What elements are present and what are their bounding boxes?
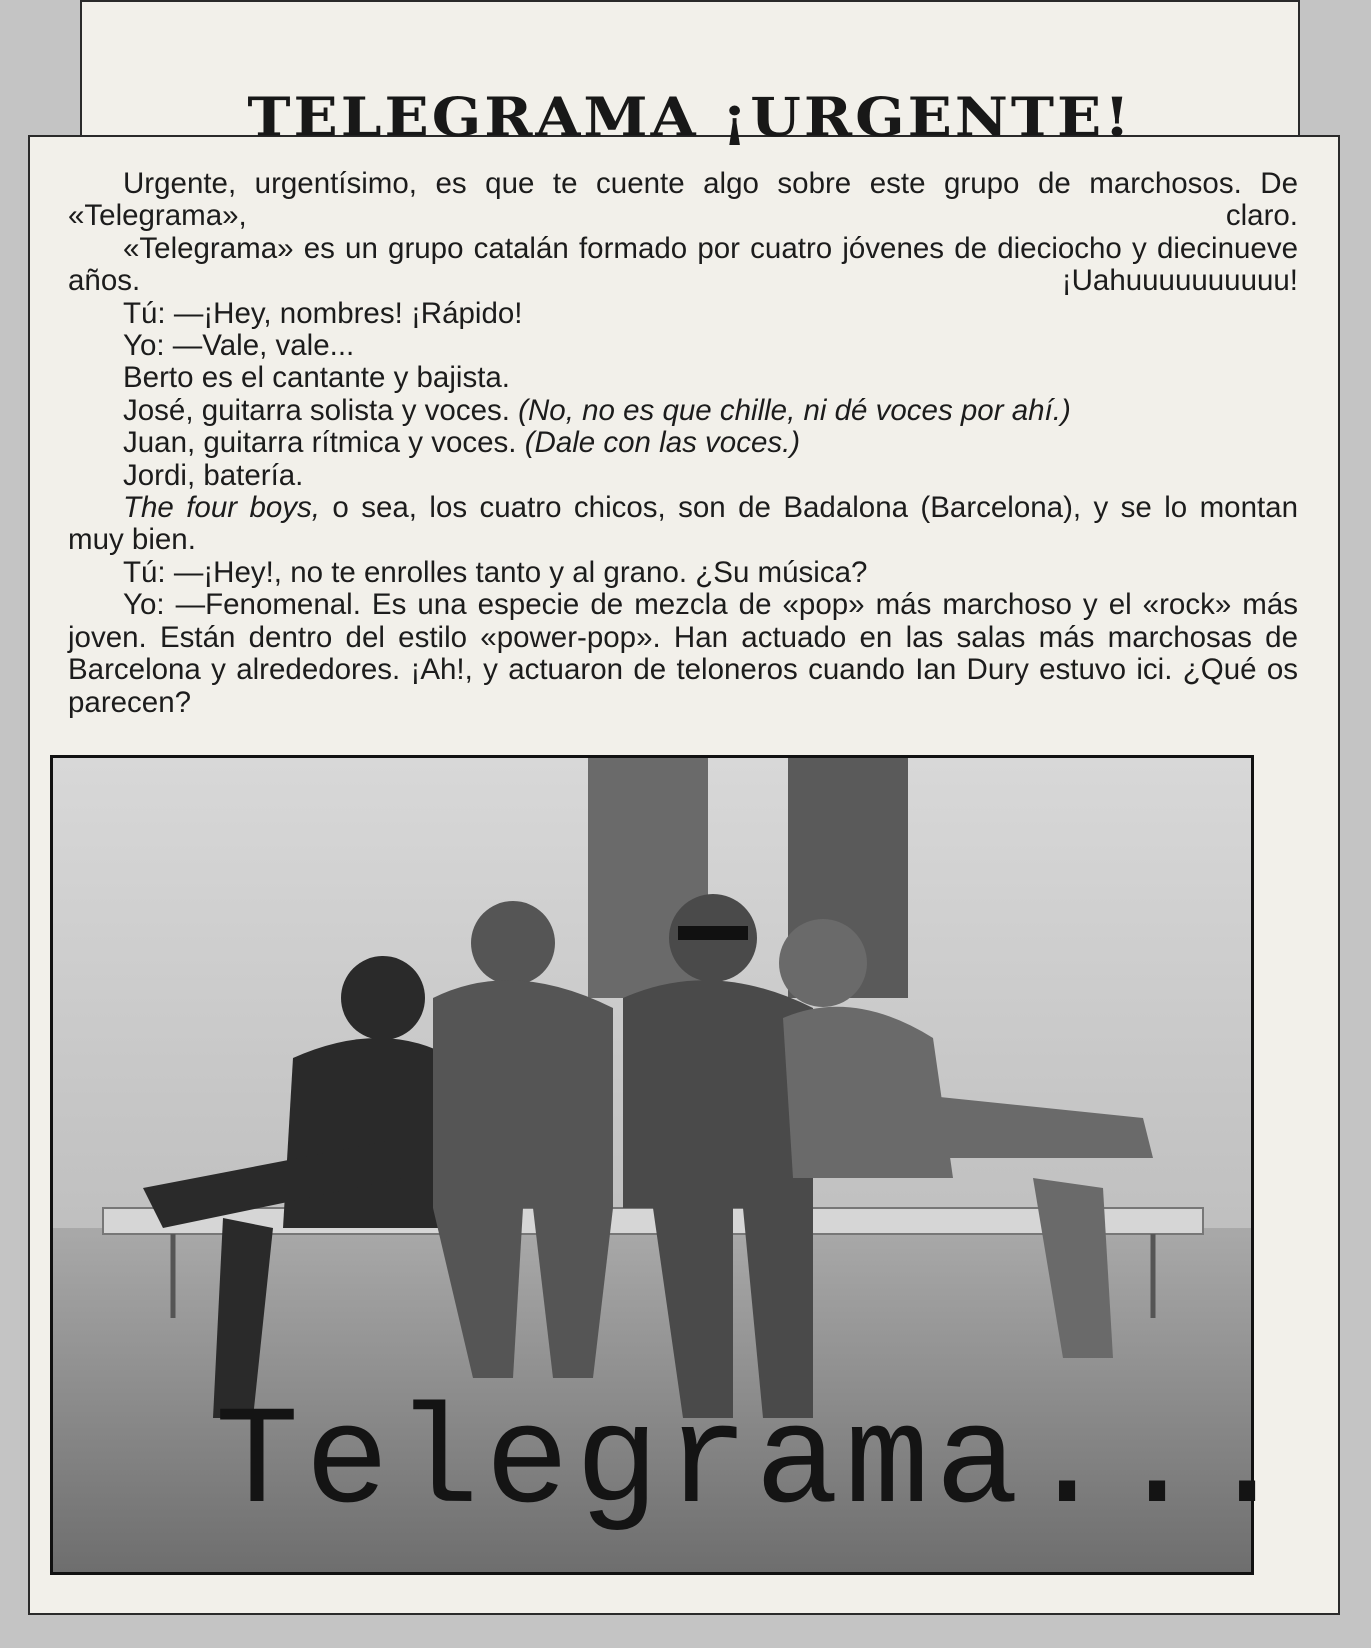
article-paragraph: José, guitarra solista y voces. (No, no es que chille, ni dé voces por ahí.) [123,393,1071,427]
article-paragraph: Tú: —¡Hey, nombres! ¡Rápido! [123,296,523,330]
article-paragraph: Juan, guitarra rítmica y voces. (Dale con las voces.) [123,426,801,460]
article-paragraph: Berto es el cantante y bajista. [123,361,511,395]
article-paragraph: Yo: —Fenomenal. Es una especie de mezcla de «pop» más marchoso y el «rock» más joven. Están dentro del estilo «power-pop». Han actuado en las salas más marchosas de Barcelona y alrededores. ¡Ah!, y actuaron de teloneros cuando Ian Dury estuvo ici. ¿Qué os parecen? [68,588,1298,719]
article-paragraph: Urgente, urgentísimo, es que te cuente algo sobre este grupo de marchosos. De «Telegrama», claro. [68,167,1298,233]
article-body [68,168,1298,719]
article-paragraph: Yo: —Vale, vale... [123,329,355,363]
article-paragraph: Jordi, batería. [123,458,304,492]
article-aside: (Dale con las voces.) [524,426,801,460]
photo-caption: Telegrama... [215,1385,1296,1544]
article-title: TELEGRAMA ¡URGENTE! [247,85,1133,149]
article-paragraph: The four boys, o sea, los cuatro chicos, son de Badalona (Barcelona), y se lo montan muy bien. [68,491,1298,557]
article-paragraph: Tú: —¡Hey!, no te enrolles tanto y al grano. ¿Su música? [123,555,868,589]
article-lead: The four boys, [123,491,320,525]
article-paragraph: «Telegrama» es un grupo catalán formado por cuatro jóvenes de dieciocho y diecinueve años. ¡Uahuuuuuuuuuu! [68,231,1298,298]
article-aside: (No, no es que chille, ni dé voces por ahí.) [518,393,1071,427]
